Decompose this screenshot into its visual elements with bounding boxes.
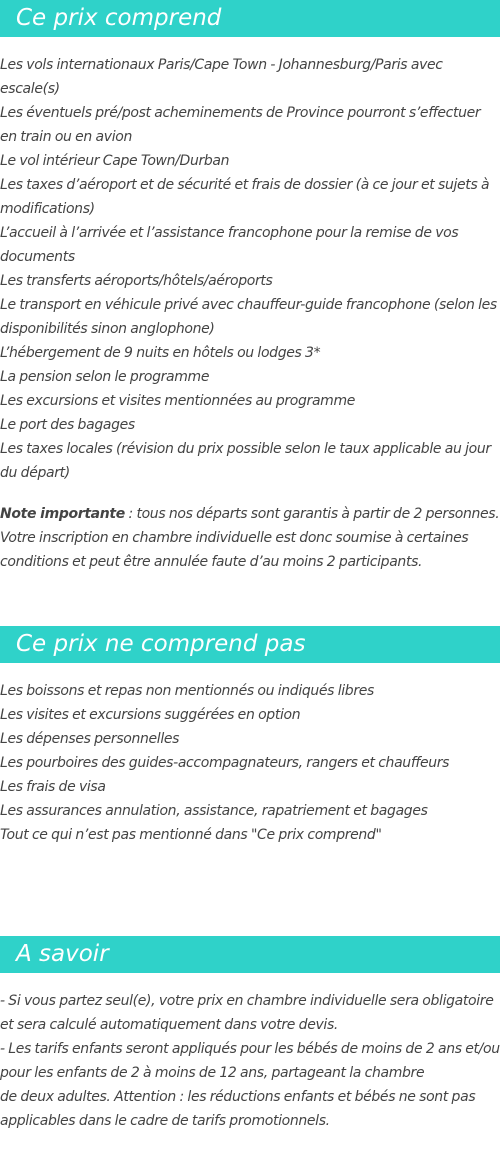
list-item: L’hébergement de 9 nuits en hôtels ou lodges 3*: [0, 345, 321, 361]
list-item: Le vol intérieur Cape Town/Durban: [0, 153, 230, 169]
children-rates-note-line2: de deux adultes. Attention : les réductions enfants et bébés ne sont pas applicables dans le cadre de tarifs promotionnels.: [0, 1089, 476, 1129]
list-item: Les vols internationaux Paris/Cape Town - Johannesburg/Paris avec escale(s): [0, 57, 443, 97]
list-item: Tout ce qui n’est pas mentionné dans "Ce prix comprend": [0, 827, 382, 843]
list-item: Les éventuels pré/post acheminements de Province pourront s’effectuer en train ou en avion: [0, 105, 481, 145]
children-rates-note-line1: - Les tarifs enfants seront appliqués pour les bébés de moins de 2 ans et/ou pour les enfants de 2 à moins de 12 ans, partageant la chambre: [0, 1041, 500, 1081]
section-includes: [0, 0, 500, 574]
section-excludes: [0, 626, 500, 847]
list-item: Les taxes locales (révision du prix possible selon le taux applicable au jour du départ): [0, 441, 491, 481]
list-item: Les assurances annulation, assistance, rapatriement et bagages: [0, 803, 428, 819]
list-item: Les boissons et repas non mentionnés ou indiqués libres: [0, 683, 374, 699]
list-item: Le transport en véhicule privé avec chauffeur-guide francophone (selon les disponibilités sinon anglophone): [0, 297, 497, 337]
list-item: Les pourboires des guides-accompagnateurs, rangers et chauffeurs: [0, 755, 450, 771]
list-item: Les transferts aéroports/hôtels/aéroports: [0, 273, 273, 289]
section-good-to-know: [0, 936, 500, 1133]
includes-list: [0, 53, 500, 485]
list-item: Les excursions et visites mentionnées au programme: [0, 393, 356, 409]
list-item: La pension selon le programme: [0, 369, 210, 385]
excludes-list: [0, 679, 500, 847]
section-title-includes: Ce prix comprend: [0, 0, 500, 37]
section-title-excludes: Ce prix ne comprend pas: [0, 626, 500, 663]
list-item: L’accueil à l’arrivée et l’assistance francophone pour la remise de vos documents: [0, 225, 459, 265]
list-item: Les visites et excursions suggérées en option: [0, 707, 301, 723]
single-room-note: - Si vous partez seul(e), votre prix en chambre individuelle sera obligatoire et sera calculé automatiquement dans votre devis.: [0, 993, 494, 1033]
important-note-label: Note importante: [0, 506, 125, 522]
important-note: [0, 502, 500, 574]
list-item: Le port des bagages: [0, 417, 135, 433]
list-item: Les frais de visa: [0, 779, 106, 795]
section-title-good-to-know: A savoir: [0, 936, 500, 973]
list-item: Les dépenses personnelles: [0, 731, 180, 747]
important-note-text: : tous nos départs sont garantis à partir de 2 personnes. Votre inscription en chambre individuelle est donc soumise à certaines conditions et peut être annulée faute d’au moins 2 participants.: [0, 506, 500, 570]
list-item: Les taxes d’aéroport et de sécurité et frais de dossier (à ce jour et sujets à modifications): [0, 177, 490, 217]
